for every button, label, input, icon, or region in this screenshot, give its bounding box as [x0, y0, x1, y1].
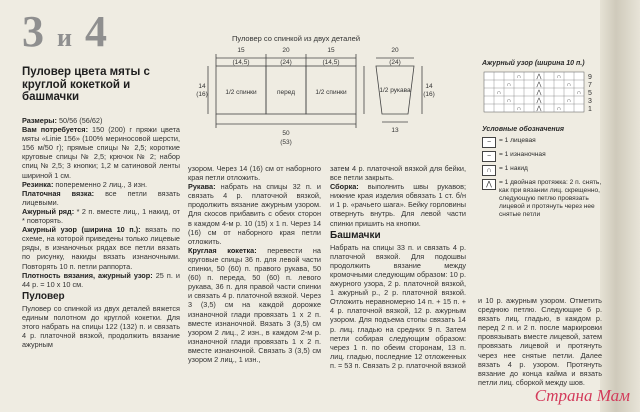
svg-text:⋀: ⋀	[536, 98, 542, 104]
dim-height-alt: (16)	[196, 91, 208, 98]
column-4	[478, 296, 602, 387]
spec-gauge: Плотность вязания, ажурный узор: 25 п. и 44 р. = 10 х 10 см.	[22, 270, 180, 289]
dim-sleeve-height: 14	[425, 83, 433, 90]
back-text: узором. Через 14 (16) см от наборного края петли отложить.	[188, 164, 321, 183]
svg-text:⋀: ⋀	[536, 106, 542, 112]
svg-text:∩: ∩	[516, 106, 522, 112]
double-decrease-symbol-icon: ⋀	[482, 179, 496, 190]
section-heading-pullover: Пуловер	[22, 290, 65, 302]
pullover-text: Пуловер со спинкой из двух деталей вяжется единым полотном до круглой кокетки. Для этого набрать на спицы 122 (132) п. и связать 4 р. платочной вязкой, продолжить вязание ажурным	[22, 303, 180, 350]
svg-text:∩: ∩	[556, 106, 562, 112]
dim-sleeve-height-alt: (16)	[423, 91, 435, 98]
booties-text-cont: и 10 р. ажурным узором. Отметить среднюю петлю. Следующие 6 р. вязать лиц. гладью, в каждом р. перед 2 п. и 2 п. после маркировки провязывать вместе лицевой, затем провязать лицевой и протянуть через нее снятые петли. Далее вязать 4 р. узором. Протянуть вязание до конца кайма и вязать петли лиц. сборкой между шов.	[478, 296, 602, 387]
spec-lace-row: Ажурный ряд: * 2 п. вместе лиц., 1 накид, от * повторять.	[22, 206, 180, 226]
row-number-3: 3	[588, 98, 592, 105]
dim-sleeve-top: 20	[391, 47, 399, 54]
dim-front-width-alt: (24)	[280, 59, 292, 66]
spec-garter: Платочная вязка: все петли вязать лицевыми.	[22, 188, 181, 207]
label-front: перед	[276, 89, 296, 96]
yarnover-symbol-icon: ∩	[482, 165, 496, 176]
svg-text:∩: ∩	[566, 82, 572, 88]
legend-item-purl: − = 1 изнаночная	[482, 151, 606, 162]
column-1	[22, 116, 180, 349]
svg-text:⋀: ⋀	[536, 90, 542, 96]
dim-sleeve-bottom: 13	[391, 127, 399, 134]
legend-item-yarnover: ∩ = 1 накид	[482, 165, 606, 176]
spec-lace-pattern: Ажурный узор (ширина 10 п.): вязать по схеме, на которой приведены только лицевые ряды, в изнаночных рядах все петли вязать по рисунку, накиды вязать изнаночными. Повторять 10 п. петли раппорта.	[22, 225, 180, 271]
site-watermark: Страна Мам	[534, 386, 630, 405]
dim-left-width: 15	[237, 47, 245, 54]
dim-total-width-alt: (53)	[280, 139, 292, 146]
svg-text:∩: ∩	[576, 90, 582, 96]
label-sleeve: 1/2 рукава	[379, 87, 411, 94]
svg-text:∩: ∩	[496, 90, 502, 96]
number-3: 3	[22, 7, 45, 56]
pattern-number	[22, 7, 108, 60]
row-number-7: 7	[588, 82, 592, 89]
dim-height: 14	[198, 83, 206, 90]
label-right-back: 1/2 спинки	[315, 89, 347, 96]
dim-front-width: 20	[282, 47, 290, 54]
svg-text:⋀: ⋀	[536, 74, 542, 80]
booties-text: Набрать на спицы 33 п. и связать 4 р. платочной вязкой. Для подошвы продолжить вязание между кромочными следующим образом: 10 р. ажурного узора, 2 р. платочной вязкой, 1 ажурный р., 2 р. платочной вязкой. Отложить неравномерно 14 п. + 15 п. + 4 р. платочной вязкой, 12 р. ажурным узором. Для подъема стопы связать 14 р. лиц. гладью на средних 9 п. Затем петли собирая следующим образом: через 1 п. по обеим сторонам, 13 п. лиц. гладью, последние 12 отложенных п. = 53 п. Связать 2 р. платочной вязкой	[330, 242, 466, 370]
dim-right-width-alt: (14,5)	[322, 59, 340, 66]
symbol-legend	[482, 126, 606, 222]
spec-materials: Вам потребуется: 150 (200) г пряжи цвета мяты «Linie 156» (100% мериносовой шерсти, 156 м/50 г); прямые спицы № 2,5; короткие круговые спицы № 2,5; крючок № 2; набор спиц № 2,5; 3 кнопки; 1,2 м сатиновой ленты шириной 1 см.	[22, 125, 180, 180]
row-number-5: 5	[588, 90, 592, 97]
label-left-back: 1/2 спинки	[225, 89, 257, 96]
dim-total-width: 50	[282, 130, 290, 137]
svg-text:∩: ∩	[566, 98, 572, 104]
spec-sizes: Размеры: 50/56 (56/62)	[22, 116, 103, 125]
svg-text:∩: ∩	[516, 74, 522, 80]
knit-symbol-icon: −	[482, 137, 496, 148]
page-spine	[600, 0, 640, 412]
svg-text:∩: ∩	[506, 82, 512, 88]
spec-rib: Резинка: попеременно 2 лиц., 3 изн.	[22, 179, 148, 189]
svg-text:⋀: ⋀	[536, 82, 542, 88]
number-4: 4	[84, 7, 108, 56]
row-number-1: 1	[588, 106, 592, 113]
dim-right-width: 15	[327, 47, 335, 54]
legend-item-knit: − = 1 лицевая	[482, 137, 606, 148]
yoke-text: Круглая кокетка: перевести на круговые спицы 36 п. для левой части спинки, 50 (60) п. правого рукава, 50 (60) п. переда, 50 (60) п. левого рукава, 36 п. для правой части спинки и связать 4 р. платочной вязкой. Через 3 (3,5) см на каждой дорожке изнаночной глади провязать 1 х 2 п. вместе изнаночной. Вязать 3 (3,5) см узором 2 лиц., 2 изн., в каждом 2-м р. изнаночной глади провязать 1 х 2 п. вместе изнаночной. Связать 3 (3,5) см узором 2 лиц., 1 изн.,	[188, 245, 321, 364]
pattern-title: Ажурный узор (ширина 10 п.)	[482, 60, 585, 67]
assembly-text: Сборка: выполнить швы рукавов; нижние края изделия обвязать 1 ст. б/н и 1 р. «рачьего шага». Бейку горловины отвернуть внутрь. Для левой части спинки пришить на кнопки.	[330, 182, 466, 228]
diagram-caption: Пуловер со спинкой из двух деталей	[232, 34, 361, 43]
number-conj: и	[57, 23, 73, 52]
column-2	[188, 164, 321, 364]
legend-item-double-decrease: ⋀ = 1 двойная протяжка: 2 п. снять, как при вязании лиц. скрещенно, следующую петлю провязать лицевой и протянуть через нее снятые петли	[482, 179, 606, 219]
row-number-9: 9	[588, 74, 592, 81]
svg-text:∩: ∩	[556, 74, 562, 80]
purl-symbol-icon: −	[482, 151, 496, 162]
article-title: Пуловер цвета мяты с круглой кокеткой и башмачки	[22, 66, 150, 103]
binding-text: затем 4 р. платочной вязкой для бейки, все петли закрыть.	[330, 164, 466, 183]
legend-title: Условные обозначения	[482, 126, 565, 133]
column-3	[330, 164, 466, 370]
dim-sleeve-top-alt: (24)	[389, 59, 401, 66]
dim-left-width-alt: (14,5)	[232, 59, 250, 66]
section-heading-booties: Башмачки	[330, 229, 381, 241]
lace-chart	[482, 70, 602, 114]
schematic-diagram	[196, 44, 436, 162]
svg-text:∩: ∩	[506, 98, 512, 104]
sleeves-text: Рукава: набрать на спицы 32 п. и связать 4 р. платочной вязкой, продолжить вязание ажурным узором. Для скосов прибавить с обеих сторон в каждом 4-м р. 10 (15) х 1 п. Через 14 (16) см от наборного края петли отложить.	[188, 182, 321, 246]
